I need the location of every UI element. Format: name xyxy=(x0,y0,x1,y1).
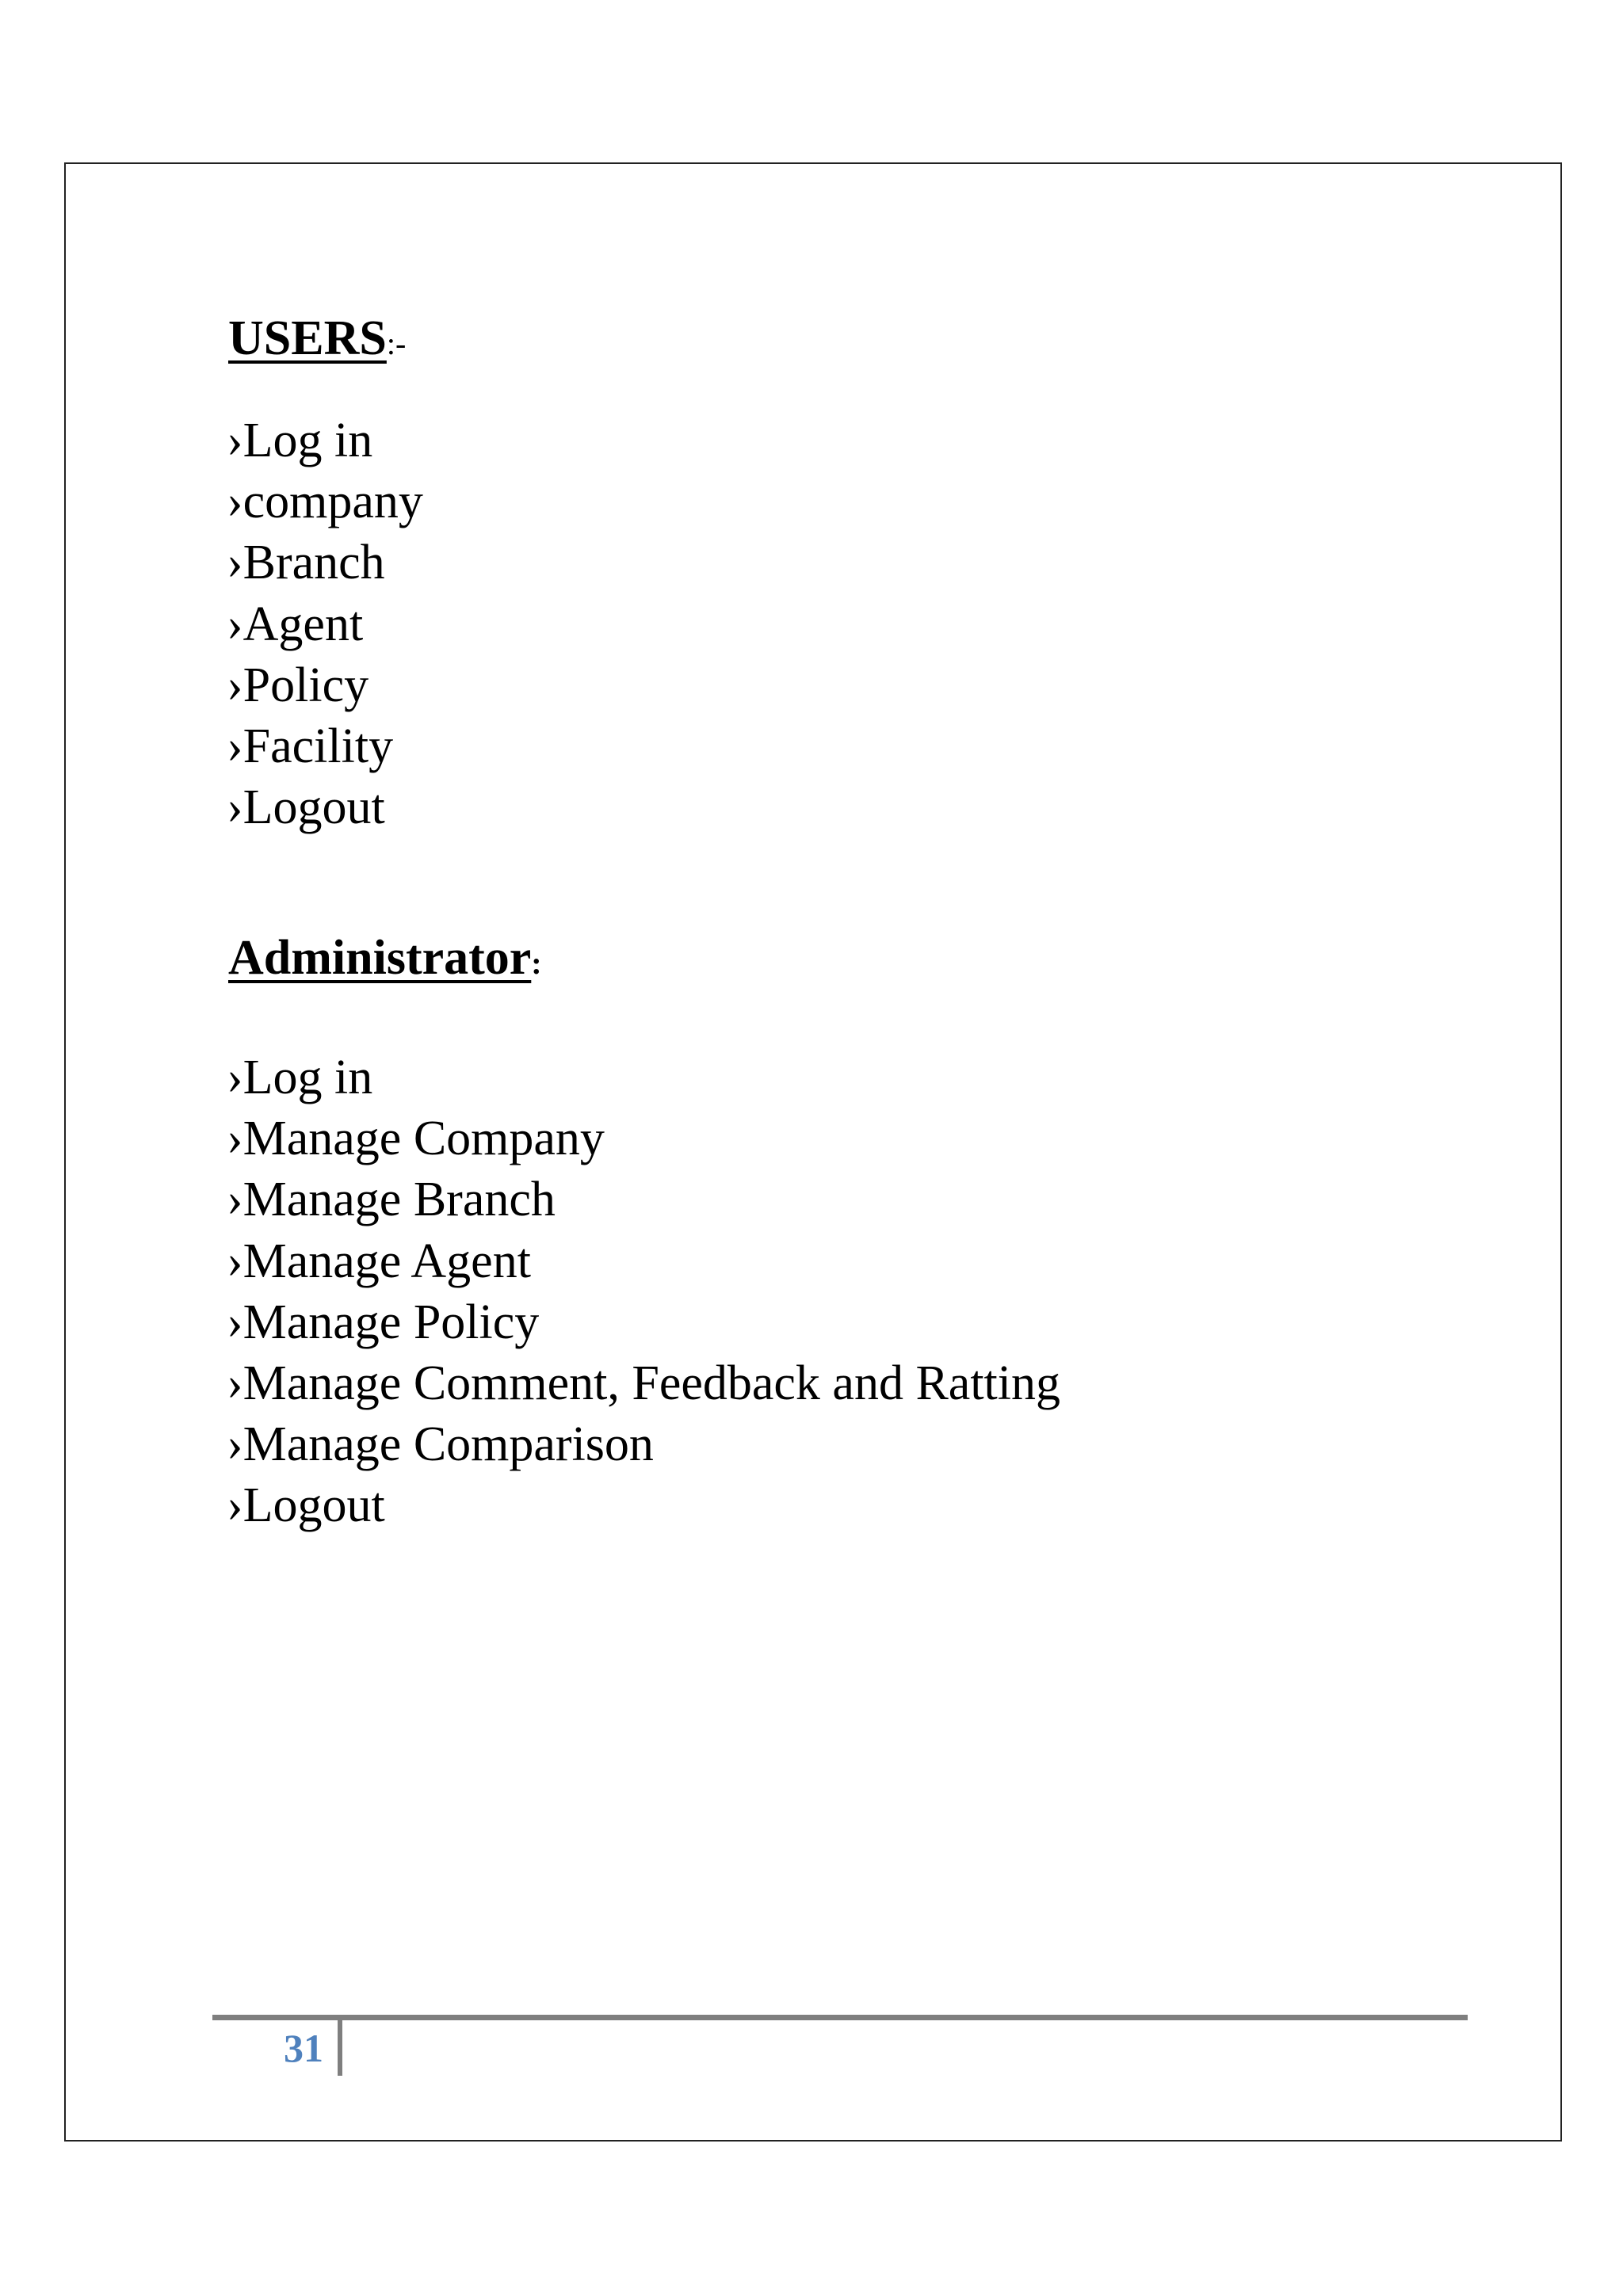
list-item: ›Facility xyxy=(227,719,394,773)
list-item: ›Manage Comparison xyxy=(227,1417,654,1472)
administrator-heading-suffix: : xyxy=(531,945,542,981)
page-number-divider xyxy=(338,2020,342,2076)
list-item: ›Manage Agent xyxy=(227,1234,531,1288)
users-heading-suffix: :- xyxy=(386,326,407,361)
list-item: ›Agent xyxy=(227,597,364,651)
list-item: ›Manage Branch xyxy=(227,1173,556,1227)
list-item: ›Policy xyxy=(227,658,369,712)
list-item: ›Branch xyxy=(227,536,385,590)
administrator-heading-text: Administrator xyxy=(228,931,532,985)
list-item: ›Log in xyxy=(227,1051,373,1104)
list-item: ›Logout xyxy=(227,780,385,835)
footer-rule xyxy=(212,2015,1468,2020)
list-item: ›Manage Company xyxy=(227,1112,605,1166)
list-item: ›company xyxy=(227,475,423,529)
users-heading-text: USERS xyxy=(228,311,387,365)
list-item: ›Logout xyxy=(227,1478,385,1533)
list-item: ›Log in xyxy=(227,414,373,467)
list-item: ›Manage Policy xyxy=(227,1295,540,1349)
users-list xyxy=(227,410,423,838)
administrator-heading xyxy=(228,931,542,985)
list-item: ›Manage Comment, Feedback and Ratting xyxy=(227,1356,1061,1410)
page-number: 31 xyxy=(284,2026,323,2070)
administrator-list xyxy=(227,1047,1060,1537)
users-heading xyxy=(228,311,407,365)
